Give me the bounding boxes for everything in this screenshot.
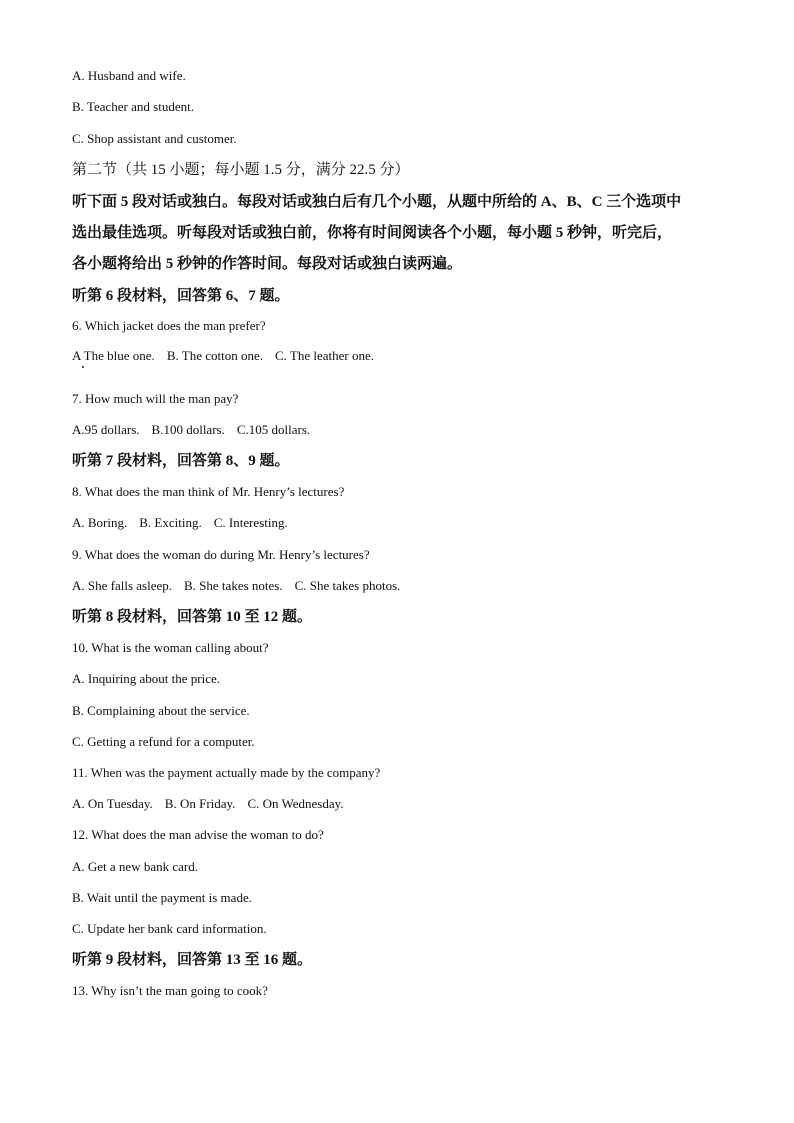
q7-options — [72, 421, 310, 439]
q6-option-b: B. The cotton one. — [166, 348, 263, 363]
section2-heading: 第二节（共 15 小题；每小题 1.5 分，满分 22.5 分） — [72, 162, 410, 178]
q5-option-a: A. Husband and wife. — [72, 68, 186, 83]
q6-question: 6. Which jacket does the man prefer? — [72, 318, 266, 333]
q7-option-c: C.105 dollars. — [236, 422, 311, 437]
q7-question: 7. How much will the man pay? — [72, 391, 239, 406]
passage8-heading: 听第 8 段材料，回答第 10 至 12 题。 — [72, 609, 313, 625]
instructions-line-1: 听下面 5 段对话或独白。每段对话或独白后有几个小题，从题中所给的 A、B、C 三个选项中 — [72, 194, 682, 210]
q11-option-c: C. On Wednesday. — [247, 796, 344, 811]
q10-option-b: B. Complaining about the service. — [72, 703, 250, 718]
q9-question: 9. What does the woman do during Mr. Henry’s lectures? — [72, 547, 370, 562]
q8-options — [72, 514, 288, 532]
q7-option-b: B.100 dollars. — [151, 422, 225, 437]
q12-question: 12. What does the man advise the woman to do? — [72, 827, 324, 842]
q13-question: 13. Why isn’t the man going to cook? — [72, 983, 268, 998]
q10-option-a: A. Inquiring about the price. — [72, 671, 221, 686]
q8-option-b: B. Exciting. — [139, 515, 202, 530]
instructions-line-3: 各小题将给出 5 秒钟的作答时间。每段对话或独白读两遍。 — [72, 256, 463, 272]
q6-option-c: C. The leather one. — [274, 348, 375, 363]
stray-mark — [82, 366, 84, 368]
q12-option-a: A. Get a new bank card. — [72, 859, 198, 874]
q9-option-a: A. She falls asleep. — [72, 578, 173, 593]
q9-option-c: C. She takes photos. — [294, 578, 401, 593]
q8-option-a: A. Boring. — [72, 515, 128, 530]
q8-option-c: C. Interesting. — [213, 515, 288, 530]
instructions-line-2: 选出最佳选项。听每段对话或独白前，你将有时间阅读各个小题，每小题 5 秒钟，听完后， — [72, 225, 673, 241]
q5-option-c: C. Shop assistant and customer. — [72, 131, 237, 146]
q5-option-b: B. Teacher and student. — [72, 99, 194, 114]
q7-option-a: A.95 dollars. — [72, 422, 140, 437]
passage7-heading: 听第 7 段材料，回答第 8、9 题。 — [72, 453, 290, 469]
q12-option-c: C. Update her bank card information. — [72, 921, 267, 936]
q6-options — [72, 347, 374, 365]
q9-option-b: B. She takes notes. — [184, 578, 283, 593]
passage6-heading: 听第 6 段材料，回答第 6、7 题。 — [72, 288, 290, 304]
q11-options — [72, 795, 344, 813]
q8-question: 8. What does the man think of Mr. Henry’s lectures? — [72, 484, 345, 499]
q12-option-b: B. Wait until the payment is made. — [72, 890, 252, 905]
q6-option-a: A The blue one. — [72, 348, 155, 363]
q9-options — [72, 577, 400, 595]
passage9-heading: 听第 9 段材料，回答第 13 至 16 题。 — [72, 952, 313, 968]
q10-option-c: C. Getting a refund for a computer. — [72, 734, 255, 749]
q11-option-a: A. On Tuesday. — [72, 796, 153, 811]
q11-question: 11. When was the payment actually made by the company? — [72, 765, 381, 780]
q11-option-b: B. On Friday. — [164, 796, 236, 811]
q10-question: 10. What is the woman calling about? — [72, 640, 269, 655]
